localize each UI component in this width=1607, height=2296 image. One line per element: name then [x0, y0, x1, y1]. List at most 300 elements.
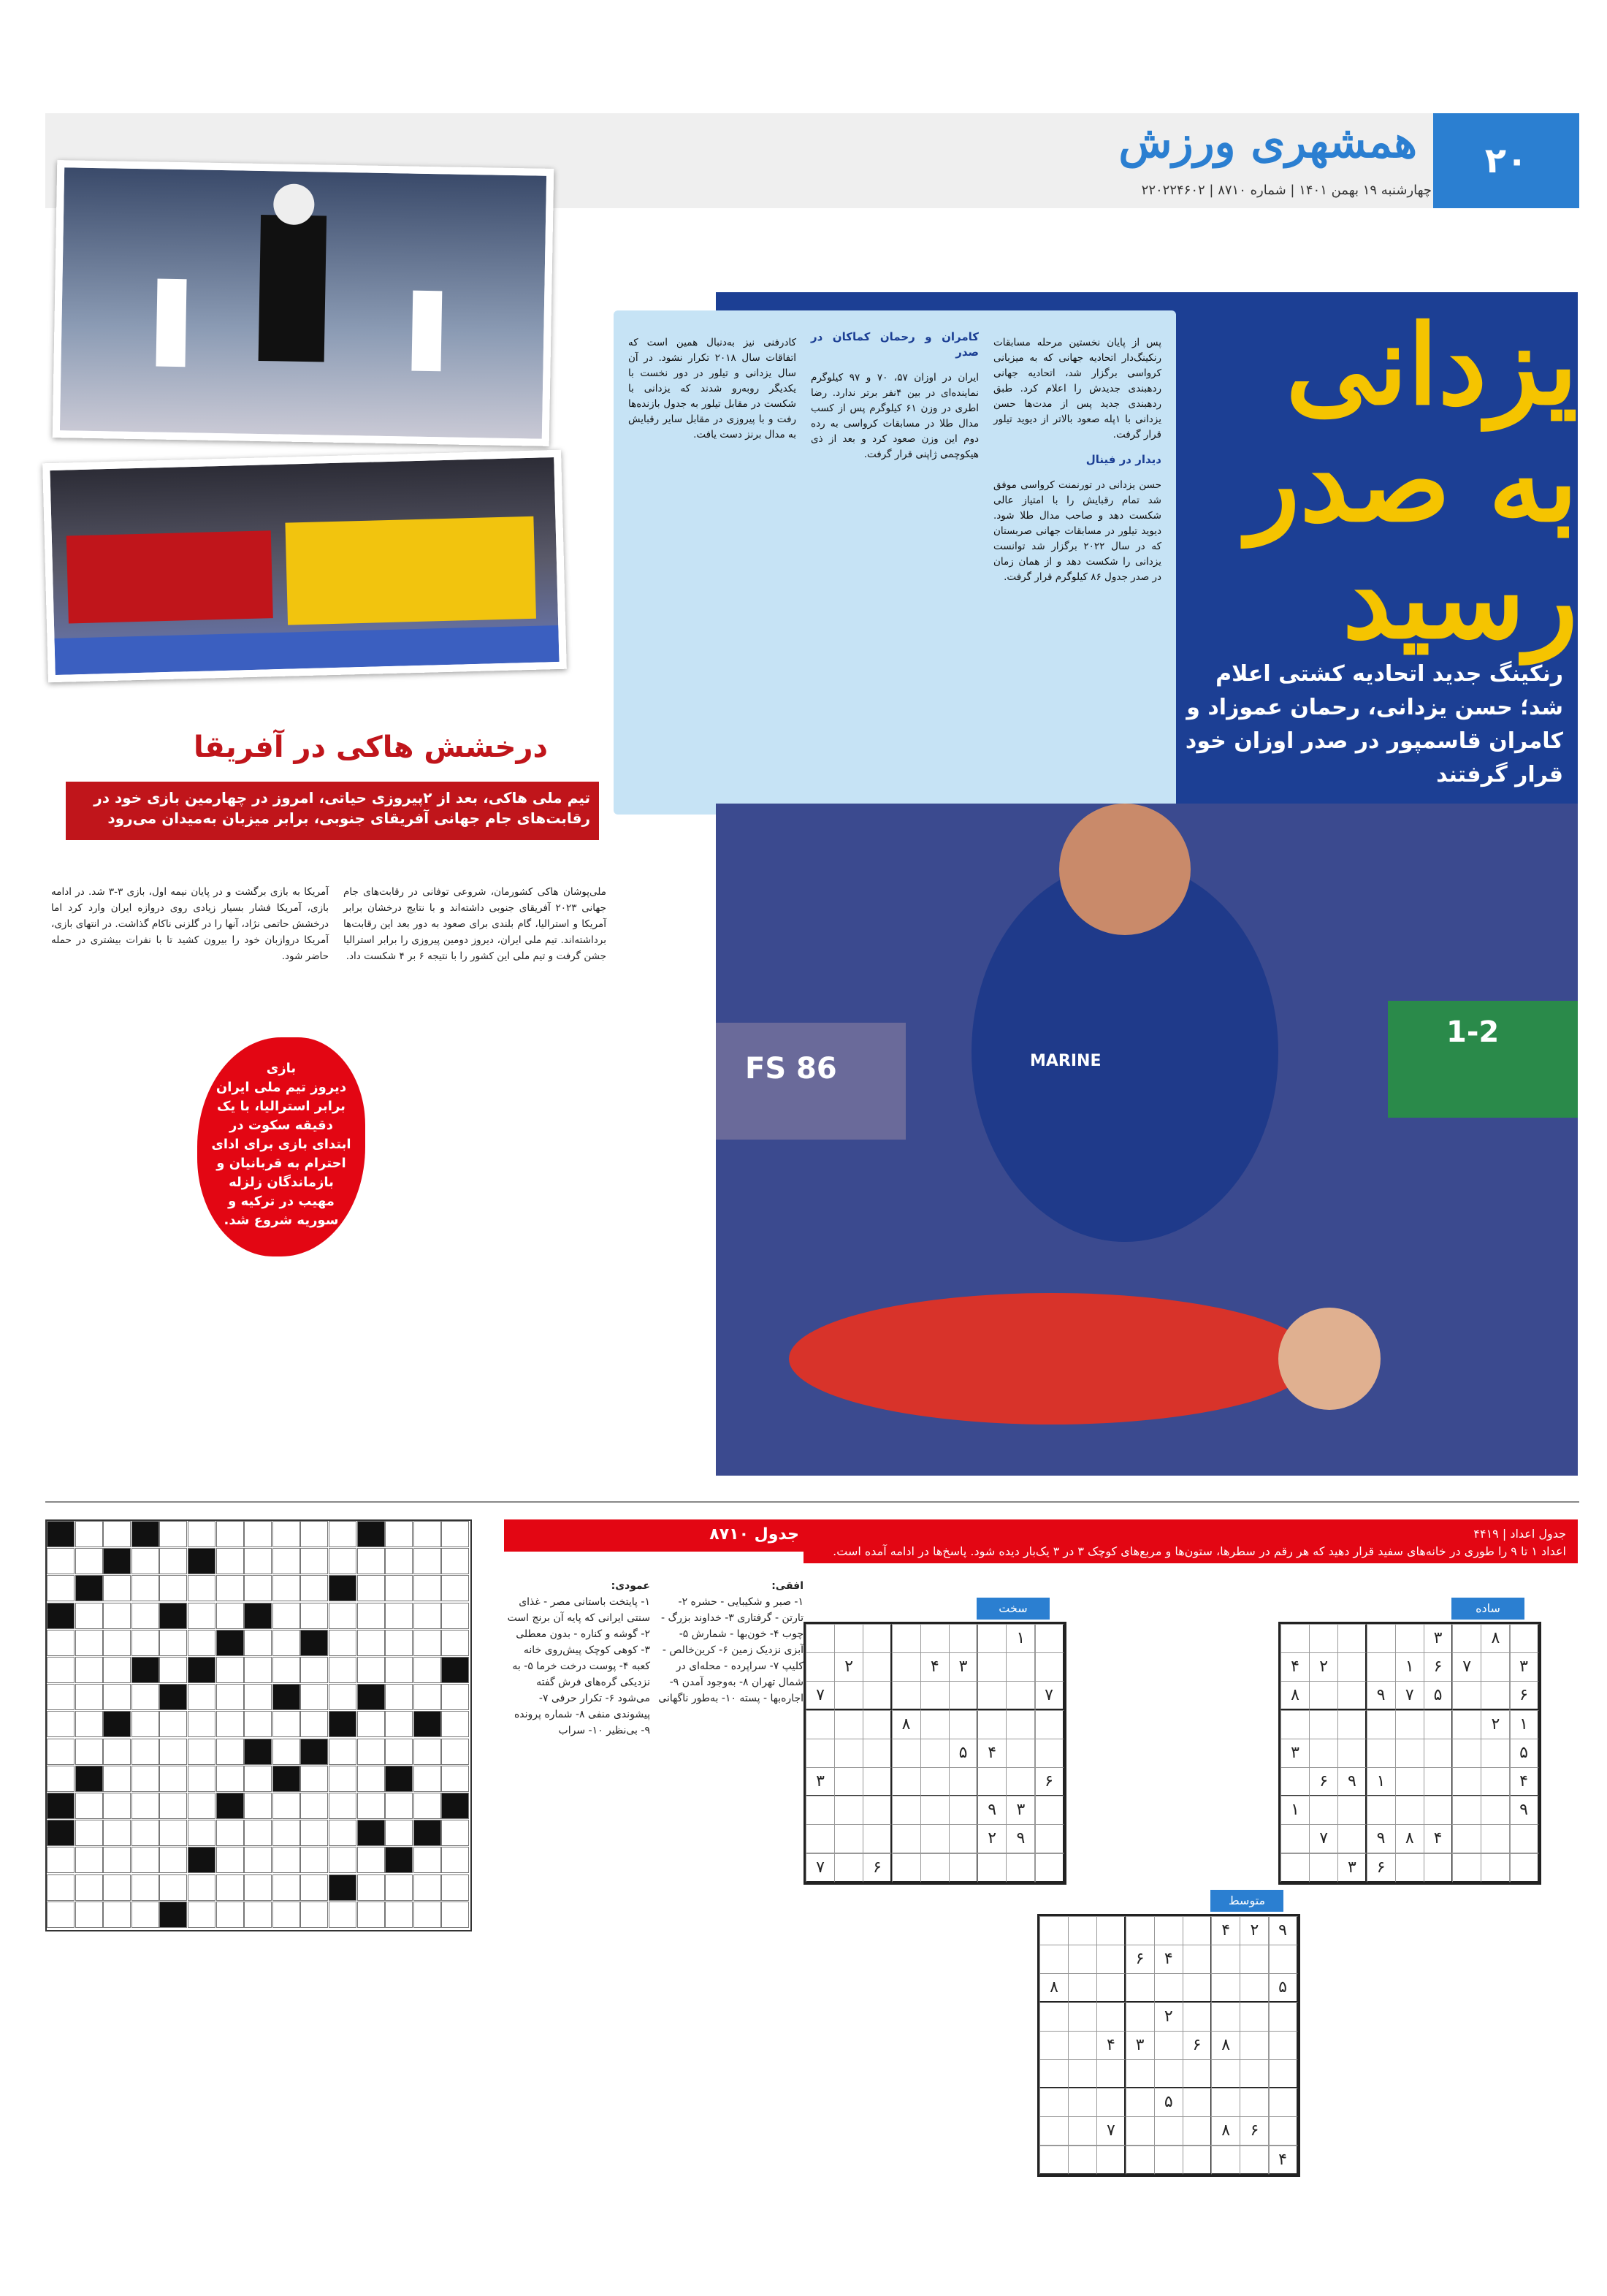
sudoku-cell[interactable] — [1424, 1767, 1453, 1796]
sudoku-cell[interactable] — [1211, 2002, 1240, 2032]
sudoku-cell[interactable] — [1309, 1739, 1338, 1768]
sudoku-cell[interactable] — [806, 1739, 835, 1768]
crossword-cell[interactable] — [272, 1603, 300, 1629]
crossword-cell[interactable] — [441, 1548, 469, 1574]
sudoku-cell[interactable] — [920, 1796, 950, 1825]
sudoku-cell[interactable] — [1006, 1767, 1035, 1796]
sudoku-cell[interactable]: ۳ — [1510, 1652, 1539, 1682]
crossword-cell[interactable] — [357, 1630, 385, 1656]
sudoku-cell[interactable] — [1269, 2031, 1298, 2060]
sudoku-cell[interactable] — [1367, 1796, 1396, 1825]
sudoku-cell[interactable] — [834, 1824, 863, 1853]
sudoku-cell[interactable] — [1068, 1973, 1097, 2002]
sudoku-cell[interactable] — [1006, 1710, 1035, 1739]
sudoku-cell[interactable]: ۷ — [806, 1681, 835, 1710]
crossword-cell[interactable] — [159, 1575, 187, 1601]
sudoku-cell[interactable] — [1280, 1767, 1310, 1796]
sudoku-cell[interactable] — [1035, 1652, 1064, 1682]
sudoku-cell[interactable]: ۸ — [1211, 2031, 1240, 2060]
sudoku-cell[interactable] — [1126, 2088, 1155, 2117]
sudoku-cell[interactable] — [1035, 1853, 1064, 1883]
sudoku-cell[interactable]: ۴ — [977, 1739, 1007, 1768]
crossword-cell[interactable] — [385, 1603, 413, 1629]
sudoku-cell[interactable]: ۸ — [1039, 1973, 1069, 2002]
sudoku-cell[interactable] — [892, 1652, 921, 1682]
sudoku-cell[interactable]: ۵ — [1510, 1739, 1539, 1768]
sudoku-cell[interactable] — [1240, 2059, 1269, 2089]
sudoku-cell[interactable] — [1035, 1824, 1064, 1853]
sudoku-cell[interactable]: ۲ — [834, 1652, 863, 1682]
crossword-cell[interactable] — [47, 1793, 75, 1819]
sudoku-cell[interactable]: ۴ — [1510, 1767, 1539, 1796]
sudoku-cell[interactable] — [892, 1681, 921, 1710]
crossword-cell[interactable] — [244, 1793, 272, 1819]
crossword-cell[interactable] — [216, 1847, 244, 1873]
sudoku-cell[interactable] — [1039, 1916, 1069, 1945]
crossword-cell[interactable] — [357, 1793, 385, 1819]
sudoku-cell[interactable] — [892, 1824, 921, 1853]
crossword-cell[interactable] — [329, 1603, 356, 1629]
crossword-cell[interactable] — [272, 1847, 300, 1873]
crossword-cell[interactable] — [75, 1793, 103, 1819]
crossword-cell[interactable] — [441, 1820, 469, 1846]
sudoku-cell[interactable] — [834, 1624, 863, 1653]
sudoku-cell[interactable] — [1068, 2059, 1097, 2089]
sudoku-cell[interactable]: ۴ — [1424, 1824, 1453, 1853]
crossword-cell[interactable] — [188, 1711, 215, 1737]
crossword-cell[interactable] — [159, 1847, 187, 1873]
crossword-cell[interactable] — [188, 1521, 215, 1547]
sudoku-cell[interactable] — [1395, 1739, 1424, 1768]
sudoku-cell[interactable] — [1240, 2088, 1269, 2117]
sudoku-cell[interactable] — [977, 1710, 1007, 1739]
crossword-cell[interactable] — [131, 1902, 159, 1928]
sudoku-cell[interactable] — [1424, 1796, 1453, 1825]
crossword-cell[interactable] — [441, 1684, 469, 1710]
sudoku-cell[interactable]: ۶ — [863, 1853, 892, 1883]
crossword-cell[interactable] — [300, 1575, 328, 1601]
sudoku-cell[interactable] — [977, 1767, 1007, 1796]
sudoku-cell[interactable] — [1039, 2031, 1069, 2060]
crossword-cell[interactable] — [413, 1711, 441, 1737]
sudoku-cell[interactable] — [949, 1796, 978, 1825]
sudoku-cell[interactable] — [1068, 2088, 1097, 2117]
sudoku-cell[interactable] — [1481, 1739, 1510, 1768]
sudoku-cell[interactable] — [892, 1853, 921, 1883]
sudoku-cell[interactable]: ۴ — [1096, 2031, 1126, 2060]
sudoku-cell[interactable] — [1309, 1710, 1338, 1739]
crossword-cell[interactable] — [357, 1548, 385, 1574]
crossword-cell[interactable] — [272, 1902, 300, 1928]
crossword-cell[interactable] — [413, 1793, 441, 1819]
sudoku-cell[interactable] — [1211, 1945, 1240, 1974]
crossword-cell[interactable] — [47, 1603, 75, 1629]
sudoku-cell[interactable]: ۹ — [977, 1796, 1007, 1825]
crossword-cell[interactable] — [329, 1793, 356, 1819]
crossword-cell[interactable] — [75, 1603, 103, 1629]
sudoku-cell[interactable]: ۴ — [1211, 1916, 1240, 1945]
crossword-cell[interactable] — [75, 1684, 103, 1710]
sudoku-cell[interactable] — [1096, 2088, 1126, 2117]
sudoku-cell[interactable] — [1240, 2146, 1269, 2175]
sudoku-cell[interactable] — [1424, 1739, 1453, 1768]
sudoku-cell[interactable] — [892, 1767, 921, 1796]
crossword-cell[interactable] — [47, 1657, 75, 1683]
sudoku-cell[interactable] — [1367, 1624, 1396, 1653]
crossword-cell[interactable] — [103, 1603, 131, 1629]
sudoku-cell[interactable] — [1183, 2088, 1212, 2117]
crossword-cell[interactable] — [244, 1630, 272, 1656]
sudoku-cell[interactable] — [1068, 2116, 1097, 2146]
sudoku-cell[interactable] — [1183, 2002, 1212, 2032]
crossword-cell[interactable] — [357, 1684, 385, 1710]
sudoku-cell[interactable]: ۵ — [1154, 2088, 1183, 2117]
sudoku-cell[interactable] — [1096, 1973, 1126, 2002]
crossword-cell[interactable] — [244, 1847, 272, 1873]
crossword-cell[interactable] — [413, 1657, 441, 1683]
sudoku-cell[interactable] — [863, 1796, 892, 1825]
crossword-cell[interactable] — [329, 1521, 356, 1547]
crossword-cell[interactable] — [216, 1521, 244, 1547]
sudoku-cell[interactable] — [977, 1681, 1007, 1710]
crossword-cell[interactable] — [244, 1711, 272, 1737]
sudoku-cell[interactable]: ۳ — [1280, 1739, 1310, 1768]
sudoku-cell[interactable] — [806, 1710, 835, 1739]
sudoku-cell[interactable]: ۹ — [1006, 1824, 1035, 1853]
sudoku-cell[interactable] — [1068, 1945, 1097, 1974]
crossword-cell[interactable] — [272, 1548, 300, 1574]
crossword-cell[interactable] — [441, 1575, 469, 1601]
crossword-cell[interactable] — [385, 1521, 413, 1547]
sudoku-cell[interactable] — [1395, 1796, 1424, 1825]
sudoku-cell[interactable] — [1269, 2002, 1298, 2032]
sudoku-cell[interactable] — [863, 1824, 892, 1853]
crossword-cell[interactable] — [188, 1820, 215, 1846]
sudoku-cell[interactable] — [920, 1624, 950, 1653]
crossword-cell[interactable] — [188, 1603, 215, 1629]
crossword-cell[interactable] — [75, 1820, 103, 1846]
crossword-cell[interactable] — [131, 1766, 159, 1792]
crossword-cell[interactable] — [441, 1630, 469, 1656]
sudoku-cell[interactable] — [949, 1824, 978, 1853]
sudoku-cell[interactable] — [920, 1739, 950, 1768]
sudoku-cell[interactable] — [1211, 2088, 1240, 2117]
sudoku-cell[interactable] — [1006, 1652, 1035, 1682]
sudoku-cell[interactable] — [1035, 1739, 1064, 1768]
sudoku-cell[interactable] — [1337, 1824, 1367, 1853]
sudoku-cell[interactable] — [1211, 1973, 1240, 2002]
crossword-cell[interactable] — [244, 1739, 272, 1765]
crossword-cell[interactable] — [188, 1874, 215, 1901]
sudoku-cell[interactable] — [949, 1853, 978, 1883]
crossword-cell[interactable] — [244, 1521, 272, 1547]
sudoku-cell[interactable] — [834, 1739, 863, 1768]
sudoku-cell[interactable]: ۷ — [1309, 1824, 1338, 1853]
sudoku-cell[interactable] — [834, 1853, 863, 1883]
sudoku-cell[interactable] — [1068, 2002, 1097, 2032]
crossword-cell[interactable] — [131, 1684, 159, 1710]
sudoku-cell[interactable] — [1126, 2002, 1155, 2032]
crossword-cell[interactable] — [47, 1847, 75, 1873]
sudoku-cell[interactable]: ۱ — [1395, 1652, 1424, 1682]
sudoku-cell[interactable] — [863, 1739, 892, 1768]
sudoku-cell[interactable] — [977, 1652, 1007, 1682]
sudoku-cell[interactable] — [1154, 2031, 1183, 2060]
sudoku-cell[interactable] — [1006, 1853, 1035, 1883]
crossword-cell[interactable] — [300, 1793, 328, 1819]
crossword-cell[interactable] — [441, 1793, 469, 1819]
crossword-cell[interactable] — [244, 1684, 272, 1710]
crossword-cell[interactable] — [47, 1902, 75, 1928]
sudoku-cell[interactable] — [1367, 1710, 1396, 1739]
crossword-cell[interactable] — [159, 1657, 187, 1683]
crossword-cell[interactable] — [272, 1874, 300, 1901]
sudoku-cell[interactable] — [806, 1824, 835, 1853]
sudoku-cell[interactable]: ۷ — [1395, 1681, 1424, 1710]
crossword-cell[interactable] — [75, 1657, 103, 1683]
sudoku-cell[interactable] — [863, 1624, 892, 1653]
crossword-cell[interactable] — [300, 1847, 328, 1873]
crossword-cell[interactable] — [441, 1874, 469, 1901]
crossword-cell[interactable] — [159, 1684, 187, 1710]
sudoku-cell[interactable] — [1240, 2031, 1269, 2060]
crossword-cell[interactable] — [159, 1874, 187, 1901]
crossword-cell[interactable] — [441, 1521, 469, 1547]
crossword-cell[interactable] — [131, 1575, 159, 1601]
sudoku-cell[interactable]: ۶ — [1035, 1767, 1064, 1796]
crossword-cell[interactable] — [441, 1657, 469, 1683]
crossword-cell[interactable] — [103, 1874, 131, 1901]
sudoku-cell[interactable] — [863, 1710, 892, 1739]
crossword-cell[interactable] — [216, 1603, 244, 1629]
sudoku-cell[interactable]: ۹ — [1337, 1767, 1367, 1796]
crossword-cell[interactable] — [300, 1603, 328, 1629]
sudoku-cell[interactable]: ۶ — [1510, 1681, 1539, 1710]
sudoku-cell[interactable] — [1096, 1945, 1126, 1974]
crossword-cell[interactable] — [329, 1548, 356, 1574]
crossword-cell[interactable] — [131, 1657, 159, 1683]
sudoku-cell[interactable]: ۶ — [1309, 1767, 1338, 1796]
crossword-cell[interactable] — [413, 1521, 441, 1547]
crossword-cell[interactable] — [272, 1657, 300, 1683]
crossword-cell[interactable] — [272, 1684, 300, 1710]
sudoku-cell[interactable] — [1280, 1824, 1310, 1853]
sudoku-cell[interactable] — [1269, 2088, 1298, 2117]
crossword-cell[interactable] — [385, 1793, 413, 1819]
crossword-cell[interactable] — [385, 1902, 413, 1928]
sudoku-cell[interactable] — [1096, 2146, 1126, 2175]
crossword-cell[interactable] — [413, 1575, 441, 1601]
crossword-cell[interactable] — [357, 1766, 385, 1792]
crossword-cell[interactable] — [357, 1820, 385, 1846]
crossword-cell[interactable] — [329, 1766, 356, 1792]
sudoku-cell[interactable]: ۷ — [1096, 2116, 1126, 2146]
sudoku-cell[interactable] — [1240, 2002, 1269, 2032]
crossword-cell[interactable] — [300, 1739, 328, 1765]
sudoku-cell[interactable]: ۷ — [1035, 1681, 1064, 1710]
crossword-cell[interactable] — [188, 1657, 215, 1683]
crossword-cell[interactable] — [413, 1874, 441, 1901]
sudoku-cell[interactable] — [1452, 1824, 1481, 1853]
crossword-cell[interactable] — [216, 1630, 244, 1656]
sudoku-cell[interactable] — [1309, 1796, 1338, 1825]
sudoku-cell[interactable] — [1211, 2059, 1240, 2089]
crossword-cell[interactable] — [272, 1739, 300, 1765]
crossword-cell[interactable] — [47, 1766, 75, 1792]
sudoku-cell[interactable] — [1039, 2088, 1069, 2117]
crossword-cell[interactable] — [75, 1902, 103, 1928]
sudoku-cell[interactable]: ۷ — [806, 1853, 835, 1883]
crossword-cell[interactable] — [75, 1874, 103, 1901]
sudoku-cell[interactable] — [1039, 1945, 1069, 1974]
sudoku-cell[interactable] — [920, 1681, 950, 1710]
sudoku-cell[interactable] — [1035, 1710, 1064, 1739]
crossword-cell[interactable] — [159, 1739, 187, 1765]
crossword-cell[interactable] — [272, 1766, 300, 1792]
crossword-cell[interactable] — [188, 1548, 215, 1574]
crossword-cell[interactable] — [103, 1657, 131, 1683]
sudoku-cell[interactable] — [1154, 1916, 1183, 1945]
crossword-cell[interactable] — [75, 1630, 103, 1656]
sudoku-cell[interactable] — [1006, 1681, 1035, 1710]
crossword-cell[interactable] — [188, 1847, 215, 1873]
crossword-cell[interactable] — [300, 1766, 328, 1792]
sudoku-cell[interactable] — [834, 1796, 863, 1825]
crossword-cell[interactable] — [300, 1874, 328, 1901]
crossword-cell[interactable] — [244, 1603, 272, 1629]
crossword-cell[interactable] — [300, 1902, 328, 1928]
crossword-cell[interactable] — [329, 1847, 356, 1873]
crossword-cell[interactable] — [216, 1793, 244, 1819]
crossword-cell[interactable] — [188, 1766, 215, 1792]
sudoku-cell[interactable]: ۶ — [1424, 1652, 1453, 1682]
crossword-cell[interactable] — [131, 1820, 159, 1846]
crossword-cell[interactable] — [159, 1766, 187, 1792]
sudoku-cell[interactable] — [1096, 1916, 1126, 1945]
crossword-cell[interactable] — [216, 1575, 244, 1601]
sudoku-cell[interactable] — [1424, 1853, 1453, 1883]
sudoku-cell[interactable] — [806, 1796, 835, 1825]
crossword-cell[interactable] — [47, 1630, 75, 1656]
crossword-cell[interactable] — [441, 1603, 469, 1629]
crossword-cell[interactable] — [131, 1548, 159, 1574]
sudoku-cell[interactable] — [1126, 2116, 1155, 2146]
sudoku-cell[interactable] — [1096, 2059, 1126, 2089]
sudoku-cell[interactable]: ۹ — [1269, 1916, 1298, 1945]
crossword-cell[interactable] — [244, 1874, 272, 1901]
sudoku-cell[interactable] — [920, 1710, 950, 1739]
sudoku-cell[interactable]: ۷ — [1452, 1652, 1481, 1682]
sudoku-cell[interactable] — [892, 1796, 921, 1825]
sudoku-cell[interactable] — [1096, 2002, 1126, 2032]
crossword-cell[interactable] — [103, 1902, 131, 1928]
sudoku-cell[interactable] — [1154, 2146, 1183, 2175]
crossword-cell[interactable] — [159, 1820, 187, 1846]
crossword-cell[interactable] — [413, 1902, 441, 1928]
sudoku-cell[interactable] — [1337, 1710, 1367, 1739]
sudoku-cell[interactable]: ۳ — [949, 1652, 978, 1682]
sudoku-cell[interactable] — [892, 1624, 921, 1653]
crossword-cell[interactable] — [103, 1739, 131, 1765]
crossword-cell[interactable] — [385, 1739, 413, 1765]
sudoku-cell[interactable]: ۱ — [1006, 1624, 1035, 1653]
sudoku-cell[interactable] — [1510, 1853, 1539, 1883]
crossword-cell[interactable] — [329, 1902, 356, 1928]
crossword-cell[interactable] — [413, 1847, 441, 1873]
sudoku-cell[interactable] — [1309, 1624, 1338, 1653]
crossword-cell[interactable] — [385, 1575, 413, 1601]
sudoku-cell[interactable] — [920, 1853, 950, 1883]
crossword-cell[interactable] — [272, 1711, 300, 1737]
crossword-cell[interactable] — [300, 1548, 328, 1574]
crossword-cell[interactable] — [329, 1820, 356, 1846]
sudoku-cell[interactable] — [1035, 1796, 1064, 1825]
sudoku-cell[interactable] — [1395, 1624, 1424, 1653]
crossword-cell[interactable] — [300, 1657, 328, 1683]
sudoku-cell[interactable] — [1183, 2059, 1212, 2089]
sudoku-cell[interactable] — [1481, 1652, 1510, 1682]
crossword-cell[interactable] — [103, 1575, 131, 1601]
sudoku-cell[interactable]: ۱ — [1280, 1796, 1310, 1825]
crossword-cell[interactable] — [47, 1874, 75, 1901]
sudoku-cell[interactable] — [863, 1652, 892, 1682]
sudoku-cell[interactable] — [1269, 2059, 1298, 2089]
crossword-cell[interactable] — [329, 1630, 356, 1656]
crossword-cell[interactable] — [103, 1630, 131, 1656]
sudoku-cell[interactable] — [949, 1681, 978, 1710]
crossword-cell[interactable] — [385, 1766, 413, 1792]
crossword-cell[interactable] — [188, 1739, 215, 1765]
sudoku-cell[interactable]: ۸ — [1211, 2116, 1240, 2146]
crossword-cell[interactable] — [272, 1575, 300, 1601]
sudoku-cell[interactable]: ۳ — [1337, 1853, 1367, 1883]
sudoku-cell[interactable] — [1424, 1710, 1453, 1739]
sudoku-cell[interactable]: ۹ — [1367, 1681, 1396, 1710]
crossword-cell[interactable] — [47, 1684, 75, 1710]
crossword-cell[interactable] — [159, 1793, 187, 1819]
sudoku-cell[interactable] — [806, 1652, 835, 1682]
crossword-cell[interactable] — [244, 1657, 272, 1683]
sudoku-cell[interactable]: ۵ — [1424, 1681, 1453, 1710]
sudoku-cell[interactable]: ۱ — [1510, 1710, 1539, 1739]
crossword-cell[interactable] — [385, 1630, 413, 1656]
crossword-cell[interactable] — [329, 1711, 356, 1737]
crossword-cell[interactable] — [357, 1575, 385, 1601]
sudoku-cell[interactable] — [1039, 2002, 1069, 2032]
sudoku-cell[interactable] — [834, 1710, 863, 1739]
sudoku-cell[interactable] — [1481, 1853, 1510, 1883]
crossword-cell[interactable] — [131, 1874, 159, 1901]
sudoku-cell[interactable] — [806, 1624, 835, 1653]
crossword-cell[interactable] — [159, 1711, 187, 1737]
crossword-cell[interactable] — [159, 1521, 187, 1547]
sudoku-cell[interactable] — [1510, 1624, 1539, 1653]
sudoku-cell[interactable] — [1395, 1853, 1424, 1883]
crossword-cell[interactable] — [103, 1548, 131, 1574]
sudoku-cell[interactable]: ۵ — [949, 1739, 978, 1768]
crossword-cell[interactable] — [47, 1711, 75, 1737]
crossword-cell[interactable] — [413, 1548, 441, 1574]
crossword-cell[interactable] — [272, 1820, 300, 1846]
crossword-cell[interactable] — [159, 1902, 187, 1928]
sudoku-cell[interactable]: ۲ — [977, 1824, 1007, 1853]
crossword-cell[interactable] — [216, 1874, 244, 1901]
sudoku-cell[interactable] — [977, 1853, 1007, 1883]
crossword-cell[interactable] — [357, 1711, 385, 1737]
crossword-cell[interactable] — [244, 1766, 272, 1792]
crossword-cell[interactable] — [413, 1820, 441, 1846]
sudoku-cell[interactable] — [1452, 1681, 1481, 1710]
